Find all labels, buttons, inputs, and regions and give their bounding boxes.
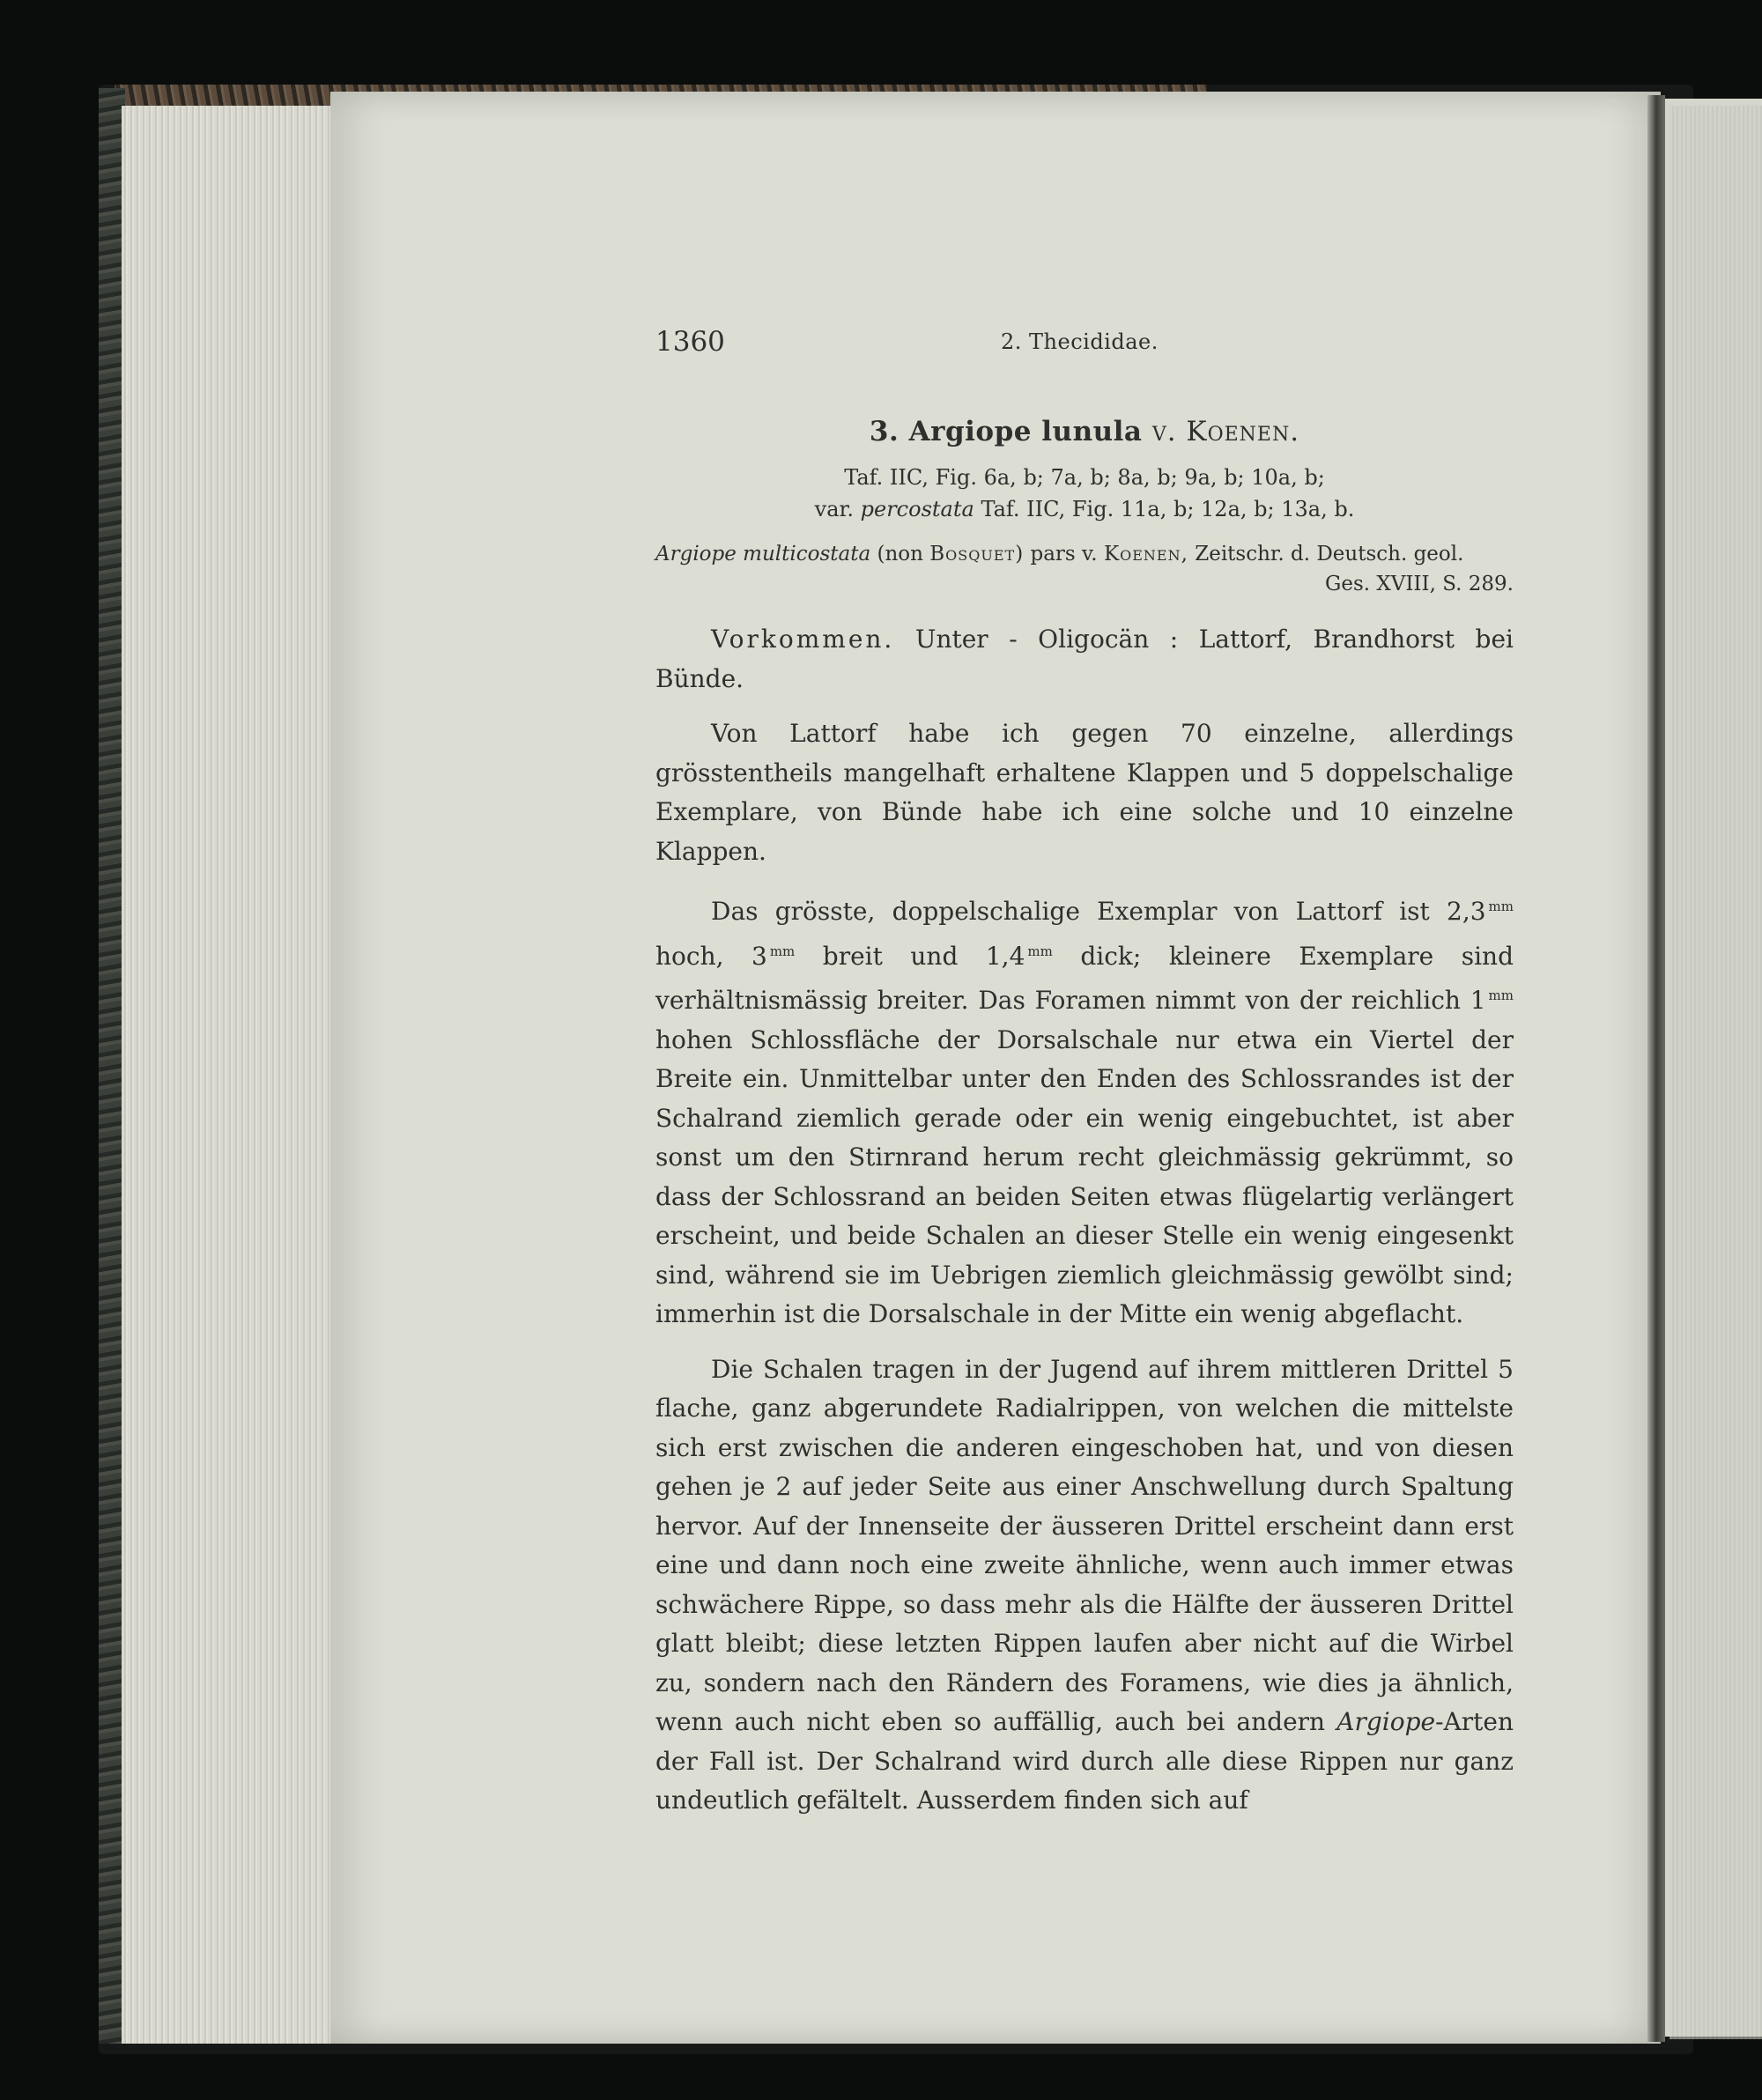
dimensions-text-a: Das grösste, doppelschalige Exemplar von Lattorf ist 2,3 bbox=[711, 897, 1486, 926]
plates-line-2 bbox=[655, 493, 1514, 525]
occurrence-text: Unter - Oligocän : Lattorf, Brandhorst bei Bünde. bbox=[655, 625, 1514, 693]
page-content bbox=[655, 317, 1514, 1821]
plates-variety-name: percostata bbox=[860, 497, 974, 521]
species-author: v. Koenen. bbox=[1151, 416, 1300, 447]
ribs-text-a: Die Schalen tragen in der Jugend auf ihrem mittleren Drittel 5 flache, ganz abgerundete Radialrippen, von welchen die mittelste sich erst zwischen die anderen eingeschoben hat, und von diesen gehen je 2 auf jeder Seite aus einer Anschwellung durch Spaltung hervor. Auf der Innenseite der äusseren Drittel erscheint dann erst eine und dann noch eine zweite ähnliche, wenn auch immer etwas schwächere Rippe, so dass mehr als die Hälfte der äusseren Drittel glatt bleibt; diese letzten Rippen laufen aber nicht auf die Wirbel zu, sondern nach den Rändern des Foramens, wie dies ja ähnlich, wenn auch nicht eben so auffällig, auch bei andern bbox=[655, 1354, 1514, 1736]
plates-line-2-rest: Taf. IIC, Fig. 11a, b; 12a, b; 13a, b. bbox=[981, 497, 1355, 521]
page-number: 1360 bbox=[655, 326, 725, 358]
unit-mm: mm bbox=[1027, 943, 1053, 959]
genus-name: Argiope bbox=[1336, 1707, 1436, 1736]
dimensions-text-d: dick; kleinere Exemplare sind verhältnismässig breiter. Das Foramen nimmt von der reichlich 1 bbox=[655, 941, 1514, 1015]
synonymy-author-2: Koenen, bbox=[1103, 543, 1188, 566]
unit-mm: mm bbox=[769, 943, 796, 959]
dimensions-text-c: breit und 1,4 bbox=[795, 941, 1025, 971]
plate-references bbox=[655, 462, 1514, 525]
paragraph-ribs bbox=[655, 1350, 1514, 1821]
facing-page-stack bbox=[1669, 106, 1762, 2039]
plates-var-prefix: var. bbox=[814, 497, 854, 521]
paragraph-dimensions bbox=[655, 887, 1514, 1335]
species-name: Argiope lunula bbox=[908, 416, 1143, 447]
dimensions-text-e: hohen Schlossfläche der Dorsalschale nur etwa ein Viertel der Breite ein. Unmittelbar unter den Enden des Schlossrandes ist der Schalrand ziemlich gerade oder ein wenig eingebuchtet, ist aber sonst um den Stirnrand herum recht gleichmässig gekrümmt, so dass der Schlossrand an beiden Seiten etwas flügelartig verlängert erscheint, und beide Schalen an dieser Stelle ein wenig eingesenkt sind, während sie im Uebrigen ziemlich gleichmässig gewölbt sind; immerhin ist die Dorsalschale in der Mitte ein wenig abgeflacht. bbox=[655, 1024, 1514, 1328]
unit-mm: mm bbox=[1488, 987, 1514, 1003]
synonymy-part-3: Zeitschr. d. Deutsch. geol. bbox=[1195, 543, 1464, 566]
synonymy-part-2: pars v. bbox=[1030, 543, 1098, 566]
synonymy-name: Argiope multicostata bbox=[655, 543, 871, 566]
section-title: 2. Thecididae. bbox=[1001, 329, 1159, 354]
dimensions-text-b: hoch, 3 bbox=[655, 941, 767, 971]
synonymy-author-1: Bosquet) bbox=[929, 543, 1025, 566]
occurrence-label: Vorkommen. bbox=[711, 625, 895, 654]
synonymy bbox=[655, 539, 1514, 599]
synonymy-part-1: (non bbox=[877, 543, 923, 566]
species-number: 3. bbox=[869, 416, 900, 447]
book-gutter bbox=[1647, 95, 1665, 2042]
plates-line-1: Taf. IIC, Fig. 6a, b; 7a, b; 8a, b; 9a, b; 10a, b; bbox=[844, 465, 1325, 490]
paragraph-occurrence bbox=[655, 620, 1514, 699]
paragraph-specimens: Von Lattorf habe ich gegen 70 einzelne, allerdings grösstentheils mangelhaft erhaltene Klappen und 5 doppelschalige Exemplare, von Bünde habe ich eine solche und 10 einzelne Klappen. bbox=[655, 719, 1514, 866]
synonymy-line bbox=[655, 539, 1514, 569]
running-head bbox=[655, 317, 1514, 370]
unit-mm: mm bbox=[1488, 898, 1514, 914]
ribs-text-b: -Arten der Fall ist. Der Schalrand wird durch alle diese Rippen nur ganz undeutlich gefältelt. Ausserdem finden sich auf bbox=[655, 1707, 1514, 1815]
synonymy-end: Ges. XVIII, S. 289. bbox=[1324, 573, 1514, 595]
page-stack bbox=[122, 106, 359, 2044]
species-title bbox=[655, 416, 1514, 447]
